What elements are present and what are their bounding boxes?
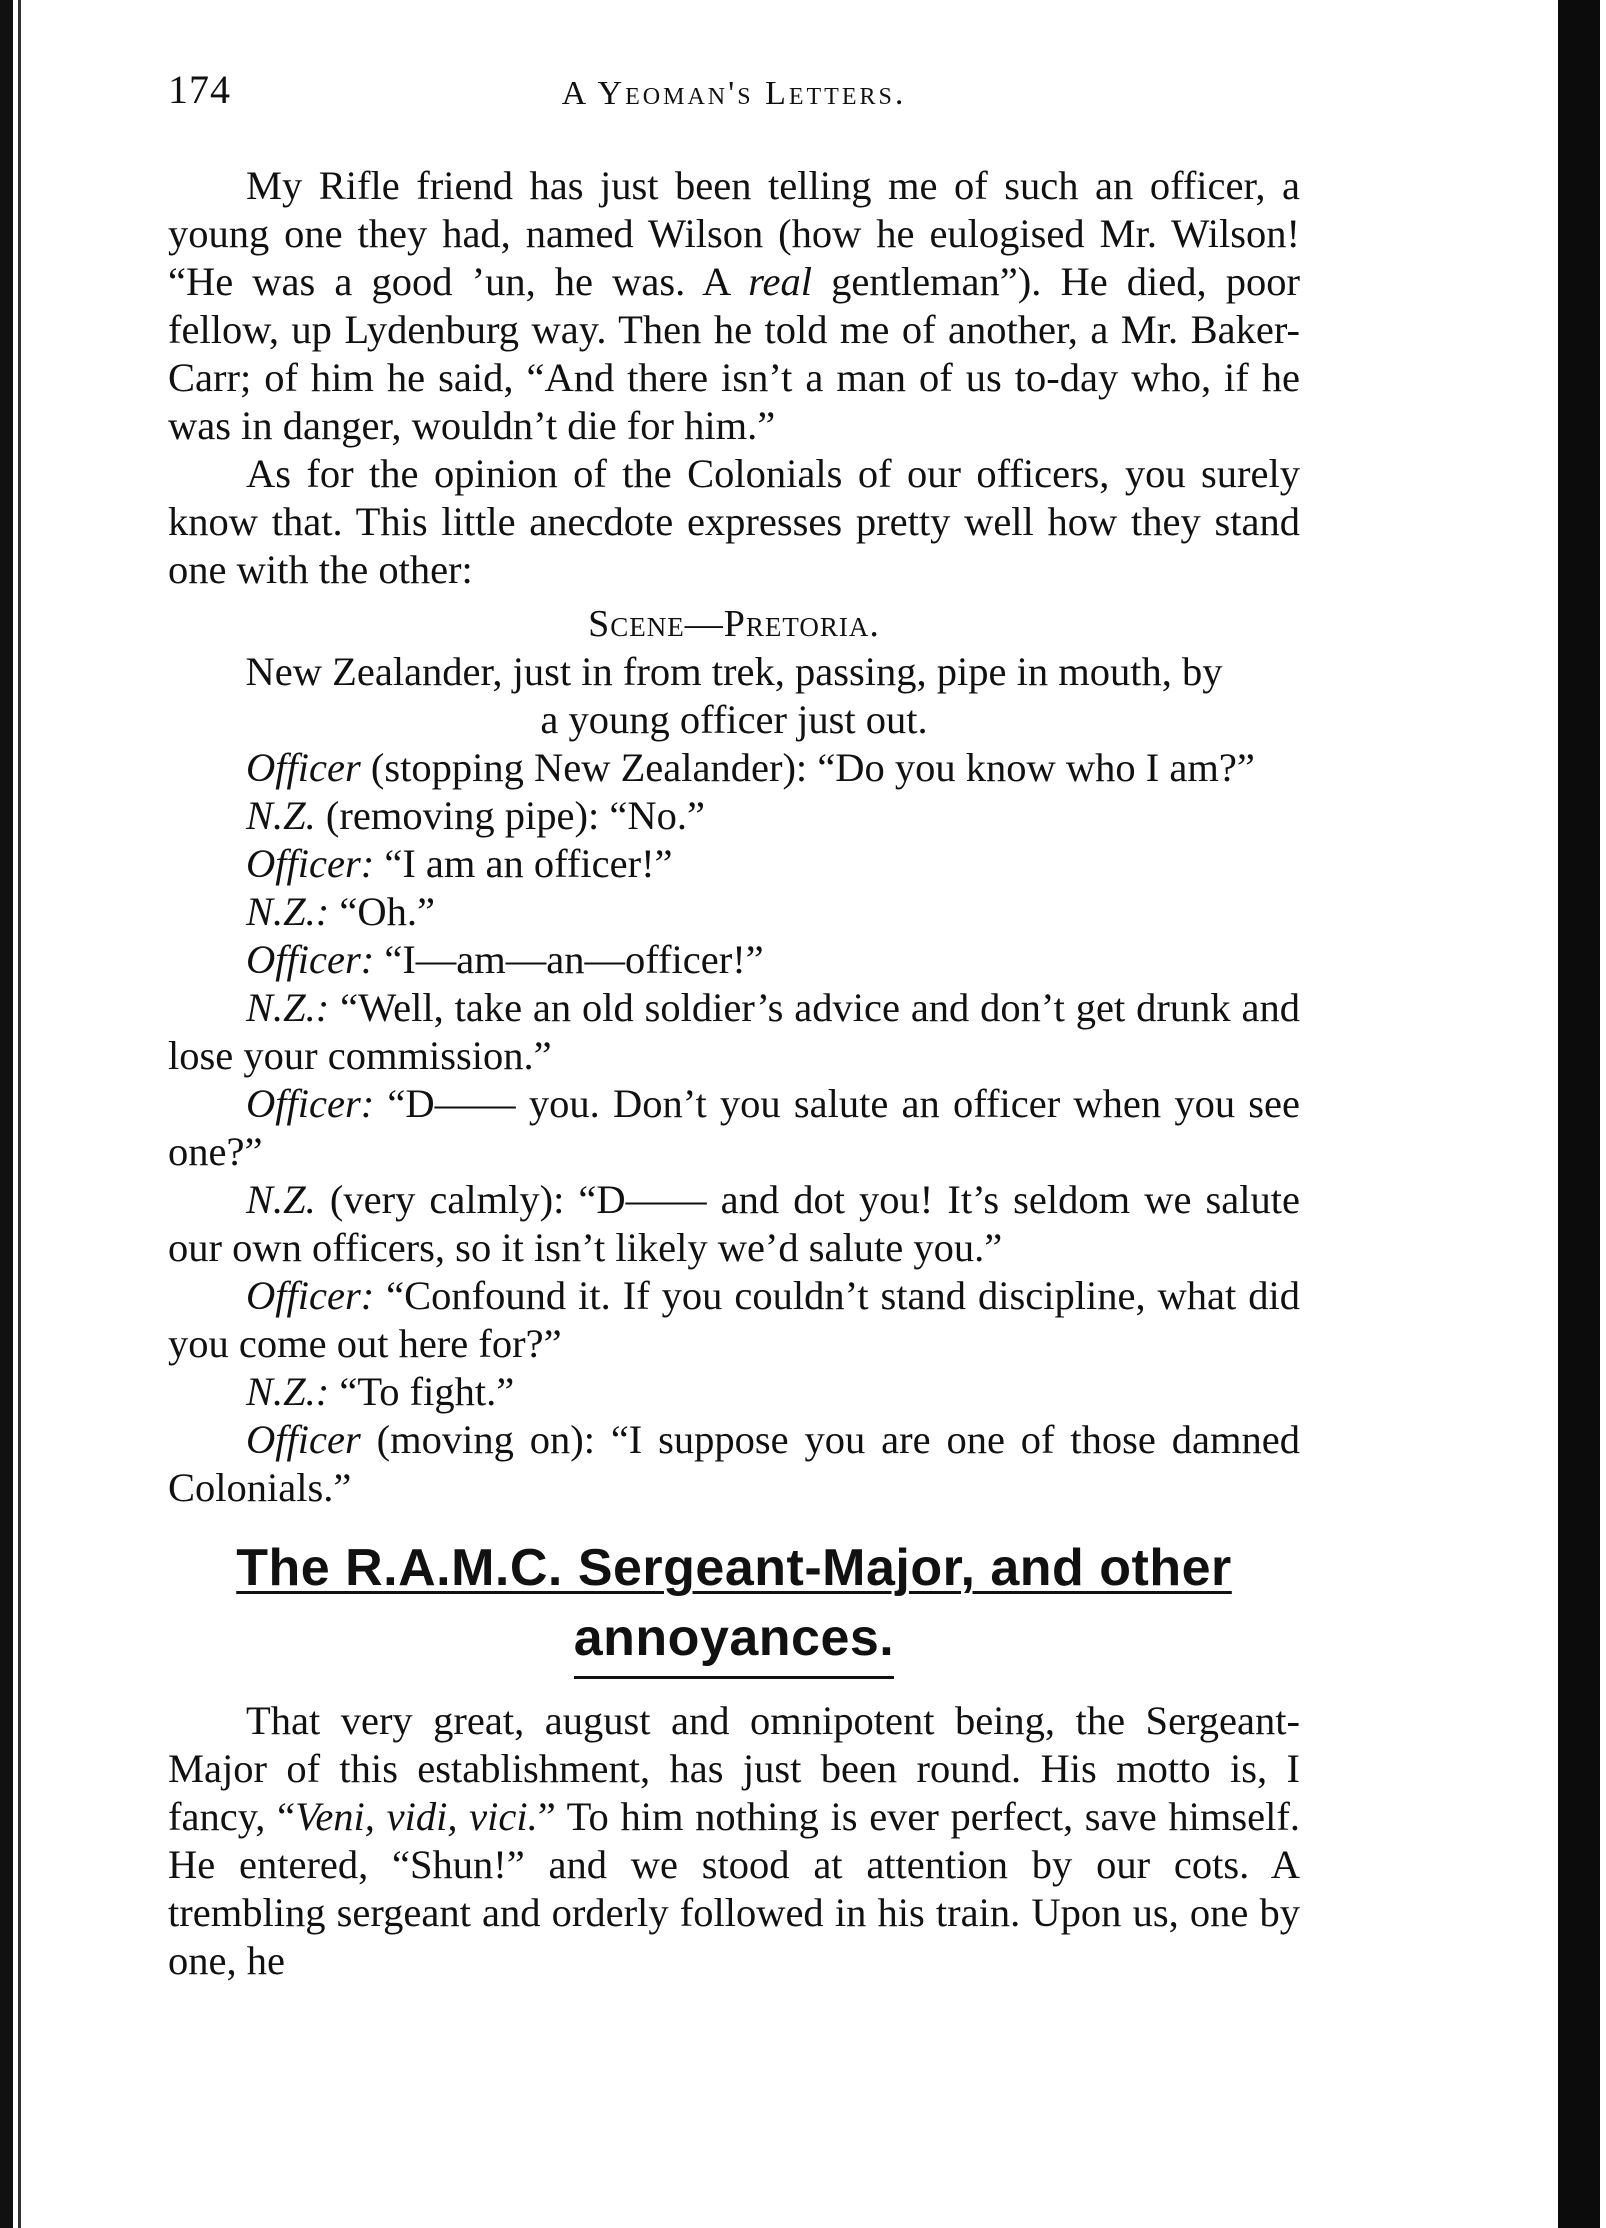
speaker: N.Z. [246, 1177, 316, 1222]
speech: (removing pipe): “No.” [315, 793, 705, 838]
dialogue-line [168, 888, 1300, 936]
running-title: A Yeoman's Letters. [561, 75, 907, 112]
speech: “Oh.” [329, 889, 435, 934]
speech: “Confound it. If you couldn’t stand discipline, what did you come out here for?” [168, 1273, 1300, 1366]
dialogue-line [168, 792, 1300, 840]
speech: “To fight.” [329, 1369, 515, 1414]
text-line: how they stand one with the other: [168, 499, 1300, 592]
dialogue-line [168, 1080, 1300, 1176]
text-line: surely know that. This little anecdote expresses pretty well [168, 451, 1300, 544]
dialogue-line [168, 984, 1300, 1080]
text-line: Then he told me of another, a Mr. Baker-Carr; of him he [168, 307, 1300, 400]
text-line: gentleman”). He died, poor fellow, up Lydenburg way. [168, 259, 1300, 352]
latin-phrase: Veni, vidi, vici. [295, 1794, 538, 1839]
speaker: Officer [246, 745, 361, 790]
speech: “I—am—an—officer!” [374, 937, 764, 982]
text-line: My Rifle friend has just been telling me of such an [246, 163, 1150, 208]
speaker: N.Z. [246, 793, 316, 838]
speech: “Well, take an old soldier’s advice and don’t get drunk and lose your commission.” [168, 985, 1300, 1078]
dialogue-line [168, 1176, 1300, 1272]
speaker: Officer [246, 1417, 361, 1462]
text-line: officer, a young one they had, named Wilson (how he [168, 163, 1300, 256]
binding-edge-left [0, 0, 13, 2228]
section-heading [168, 1536, 1300, 1600]
section-rule [574, 1676, 894, 1679]
paragraph-rifle-friend [168, 162, 1300, 450]
dialogue-line [168, 840, 1300, 888]
scene-heading: Scene—Pretoria. [588, 603, 880, 645]
speech: “D—— you. Don’t you salute an officer when you see one?” [168, 1081, 1300, 1174]
speech: (moving on): “I suppose you are one of those damned Colonials.” [168, 1417, 1300, 1510]
dialogue [168, 744, 1300, 1512]
paragraph-colonials [168, 450, 1300, 594]
emphasis-real: real [748, 259, 812, 304]
text: ” To him nothing is ever perfect, save himself. He entered, “Shun!” and we stood at attention by our cots. A trembling sergeant and orderly followed in his train. Upon us, one by one, he [168, 1794, 1300, 1983]
speech: “I am an officer!” [374, 841, 673, 886]
speaker: N.Z.: [246, 1369, 330, 1414]
dialogue-line [168, 1368, 1300, 1416]
section-heading-continued [168, 1606, 1300, 1670]
setting-line: New Zealander, just in from trek, passing, pipe in mouth, by [245, 649, 1223, 694]
speaker: Officer: [246, 1273, 375, 1318]
book-page [168, 60, 1300, 1985]
speaker: Officer: [246, 841, 375, 886]
paragraph-sergeant-major [168, 1697, 1300, 1985]
section-title-line1: The R.A.M.C. Sergeant-Major, and other [236, 1539, 1232, 1597]
dialogue-line [168, 1416, 1300, 1512]
binding-edge-left-inner [18, 0, 21, 2228]
dialogue-line [168, 936, 1300, 984]
text-line: eulogised Mr. Wilson! “He was a good ’un, he was. A [168, 211, 1300, 304]
dialogue-line [168, 1272, 1300, 1368]
text-line: said, “And there isn’t a man of us to-day who, if he was in [168, 355, 1300, 448]
setting-line: a young officer just out. [540, 697, 928, 742]
speaker: N.Z.: [246, 985, 330, 1030]
text-line: danger, wouldn’t die for him.” [282, 403, 776, 448]
running-header [168, 60, 1300, 116]
speaker: N.Z.: [246, 889, 330, 934]
speech: (very calmly): “D—— and dot you! It’s seldom we salute our own officers, so it isn’t likely we’d salute you.” [168, 1177, 1300, 1270]
text: That very great, august and omnipotent being, the Sergeant-Major of this establishment, has just been round. His motto is, I fancy, “ [168, 1698, 1300, 1839]
speaker: Officer: [246, 1081, 375, 1126]
page-number: 174 [168, 67, 231, 112]
text-line: As for the opinion of the Colonials of our officers, you [246, 451, 1202, 496]
dialogue-line [168, 744, 1300, 792]
speech: (stopping New Zealander): “Do you know who I am?” [360, 745, 1255, 790]
scan-edge-right [1558, 0, 1600, 2228]
speaker: Officer: [246, 937, 375, 982]
section-title-line2: annoyances. [573, 1609, 895, 1667]
scene-setting [168, 648, 1300, 744]
